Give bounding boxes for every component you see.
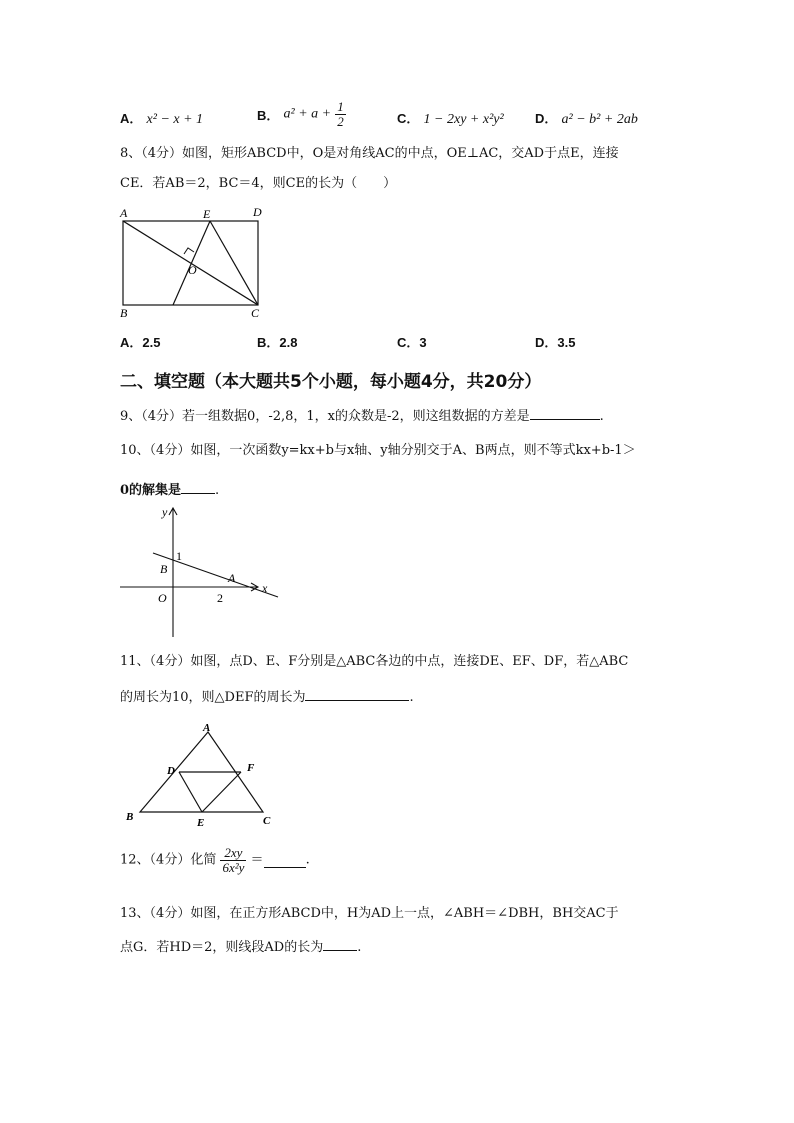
label-d: D [253,205,262,219]
q10-answer-blank[interactable] [181,479,215,494]
q10-period: . [215,483,220,498]
q11-answer-blank[interactable] [305,686,409,701]
label-a: A [228,571,236,585]
option-value: 2.5 [142,335,161,350]
q10-stem-line2 [120,479,219,500]
label-b: B [160,562,168,576]
q9-stem [120,405,604,426]
q12-period: . [305,852,310,868]
label-f: F [247,762,255,774]
q7-option-c[interactable] [397,108,504,128]
label-c: C [263,815,271,827]
option-letter: D． [535,111,558,126]
q8-options [120,332,680,350]
label-d: D [167,765,175,777]
option-expression: a² + a + [283,106,332,122]
fraction-one-half [335,100,346,129]
fraction-numerator: 2xy [220,846,246,861]
option-letter: B． [257,335,280,350]
q13-text: 点G．若HD＝2，则线段AD的长为 [120,940,324,955]
q12-stem [120,846,310,875]
q12-fraction [220,846,246,875]
q12-text: 12、（4分）化简 [120,852,217,868]
segment-ef [202,772,241,812]
segment-ec [210,221,258,305]
option-value: 3.5 [557,335,576,350]
q11-stem-line1: 11、（4分）如图，点D、E、F分别是△ABC各边的中点，连接DE、EF、DF，若△ABC [120,654,629,669]
q8-stem-line2: CE．若AB＝2，BC＝4，则CE的长为（ ） [120,176,397,191]
q8-stem-line1: 8、（4分）如图，矩形ABCD中，O是对角线AC的中点，OE⊥AC，交AD于点E，连接 [120,146,619,161]
label-c: C [251,306,260,320]
function-line [153,553,278,597]
option-letter: C． [397,111,420,126]
q7-options [120,100,680,134]
label-o: O [158,591,167,605]
option-letter: A． [120,111,143,126]
q9-text: 9、（4分）若一组数据0，-2,8，1，x的众数是-2，则这组数据的方差是 [120,409,530,424]
label-e: E [197,817,205,829]
q8-option-a[interactable] [120,332,160,351]
label-y: y [162,505,168,519]
q11-text: 的周长为10，则△DEF的周长为 [120,690,306,705]
q11-triangle-figure [120,720,285,830]
q10-stem-line1: 10、（4分）如图，一次函数y=kx+b与x轴、y轴分别交于A、B两点，则不等式kx+b-1＞ [120,443,636,458]
q13-period: . [357,940,362,955]
label-b: B [120,306,128,320]
q7-option-a[interactable] [120,108,203,128]
q10-graph-figure [115,503,280,641]
option-value: 2.8 [279,335,298,350]
option-letter: D． [535,335,558,350]
label-e: E [203,207,211,221]
label-a: A [120,206,128,220]
q12-equals: ＝ [250,852,264,868]
option-value: 3 [419,335,427,350]
q10-text: 0的解集是 [120,483,182,498]
q11-stem-line2 [120,686,414,707]
q13-answer-blank[interactable] [323,936,357,951]
label-a: A [203,722,211,734]
q9-answer-blank[interactable] [530,405,600,420]
q11-period: . [409,690,414,705]
q9-period: . [599,409,604,424]
label-one: 1 [176,549,182,563]
option-expression: 1 − 2xy + x²y² [423,112,504,127]
q13-stem-line2 [120,936,361,957]
q8-rectangle-figure [115,203,275,321]
q12-answer-blank[interactable] [264,853,306,868]
option-expression: x² − x + 1 [146,112,204,127]
fraction-denominator: 2 [337,114,344,129]
option-expression: a² − b² + 2ab [561,112,638,127]
label-two: 2 [217,591,223,605]
segment-de [179,772,202,812]
q13-stem-line1: 13、（4分）如图，在正方形ABCD中，H为AD上一点，∠ABH＝∠DBH，BH交AC于 [120,906,619,921]
fraction-numerator: 1 [337,99,344,114]
q7-option-b[interactable] [257,100,346,129]
label-b: B [126,811,134,823]
option-letter: C． [397,335,420,350]
q8-option-d[interactable] [535,332,575,351]
section-heading: 二、填空题（本大题共5个小题，每小题4分，共20分） [120,372,542,392]
q7-option-d[interactable] [535,108,638,128]
label-x: x [262,581,268,595]
right-angle-mark [184,248,194,254]
q8-option-b[interactable] [257,332,297,351]
option-letter: B． [257,108,280,123]
q8-option-c[interactable] [397,332,427,351]
label-o: O [188,263,197,277]
fraction-denominator: 6x²y [222,860,245,875]
option-letter: A． [120,335,143,350]
